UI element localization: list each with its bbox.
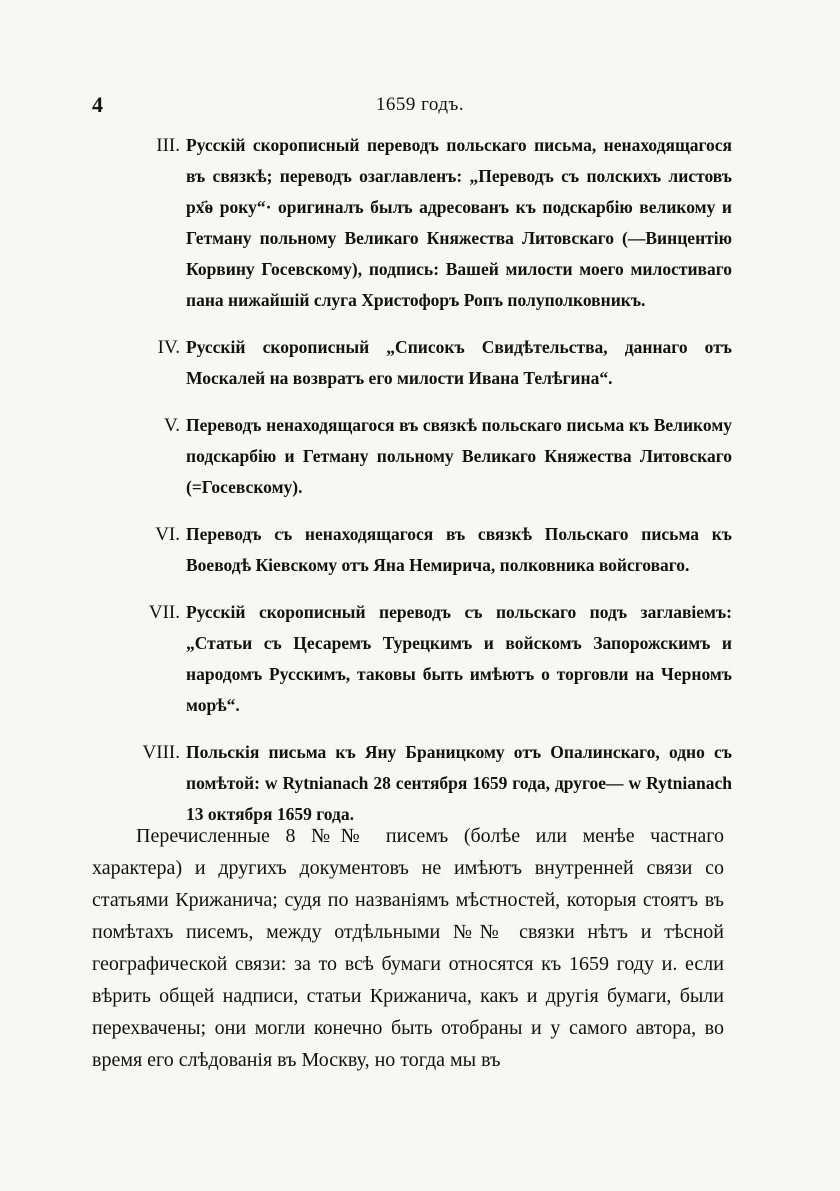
item-number: III. xyxy=(156,135,180,156)
list-item xyxy=(92,130,732,316)
item-text: Русскій скорописный переводъ польскаго письма, ненаходящагося въ связкѣ; переводъ озаглавленъ: „Переводъ съ полскихъ листовъ рх҃ѳ року“· оригиналъ былъ адресованъ къ подскарбію великому и Гетману польному Великаго Княжества Литовскаго (—Винцентію Корвину Госевскому), подпись: Вашей милости моего милостиваго пана нижайшій слуга Христофоръ Ропъ полуполковникъ. xyxy=(186,135,732,310)
item-text: Русскій скорописный переводъ съ польскаго подъ заглавіемъ: „Статьи съ Цесаремъ Турецкимъ и войскомъ Запорожскимъ и народомъ Русскимъ, таковы быть имѣютъ о торговли на Черномъ морѣ“. xyxy=(186,602,732,715)
item-text: Переводъ ненаходящагося въ связкѣ польскаго письма къ Великому подскарбію и Гетману польному Великаго Княжества Литовскаго (=Госевскому). xyxy=(186,415,732,497)
item-number: IV. xyxy=(157,337,180,358)
body-paragraph: Перечисленные 8 №№ писемъ (болѣе или менѣе частнаго характера) и другихъ документовъ не имѣютъ внутренней связи со статьями Крижанича; судя по названіямъ мѣстностей, которыя стоятъ въ помѣтахъ писемъ, между отдѣльными №№ связки нѣтъ и тѣсной географической связи: за то всѣ бумаги относятся къ 1659 году и. если вѣрить общей надписи, статьи Крижанича, какъ и другія бумаги, были перехвачены; они могли конечно быть отобраны и у самого автора, во время его слѣдованія въ Москву, но тогда мы въ xyxy=(92,825,724,1071)
item-text: Русскій скорописный „Списокъ Свидѣтельства, даннаго отъ Москалей на возвратъ его милости Ивана Телѣгина“. xyxy=(186,337,732,388)
page-number: 4 xyxy=(92,92,103,117)
item-number: V. xyxy=(163,415,180,436)
item-text: Переводъ съ ненаходящагося въ связкѣ Польскаго письма къ Воеводѣ Кіевскому отъ Яна Немирича, полковника войсговаго. xyxy=(186,524,732,575)
list-item xyxy=(92,597,732,721)
list-item xyxy=(92,332,732,394)
item-number: VIII. xyxy=(142,742,180,763)
item-number: VII. xyxy=(148,602,180,623)
list-item xyxy=(92,519,732,581)
item-number: VI. xyxy=(155,524,180,545)
running-title: 1659 годъ. xyxy=(375,94,465,115)
list-item xyxy=(92,737,732,830)
item-text: Польскія письма къ Яну Браницкому отъ Опалинскаго, одно съ помѣтой: w Rytnianach 28 сентября 1659 года, другое— w Rytnianach 13 октября 1659 года. xyxy=(186,742,732,824)
document-list xyxy=(92,130,732,846)
list-item xyxy=(92,410,732,503)
